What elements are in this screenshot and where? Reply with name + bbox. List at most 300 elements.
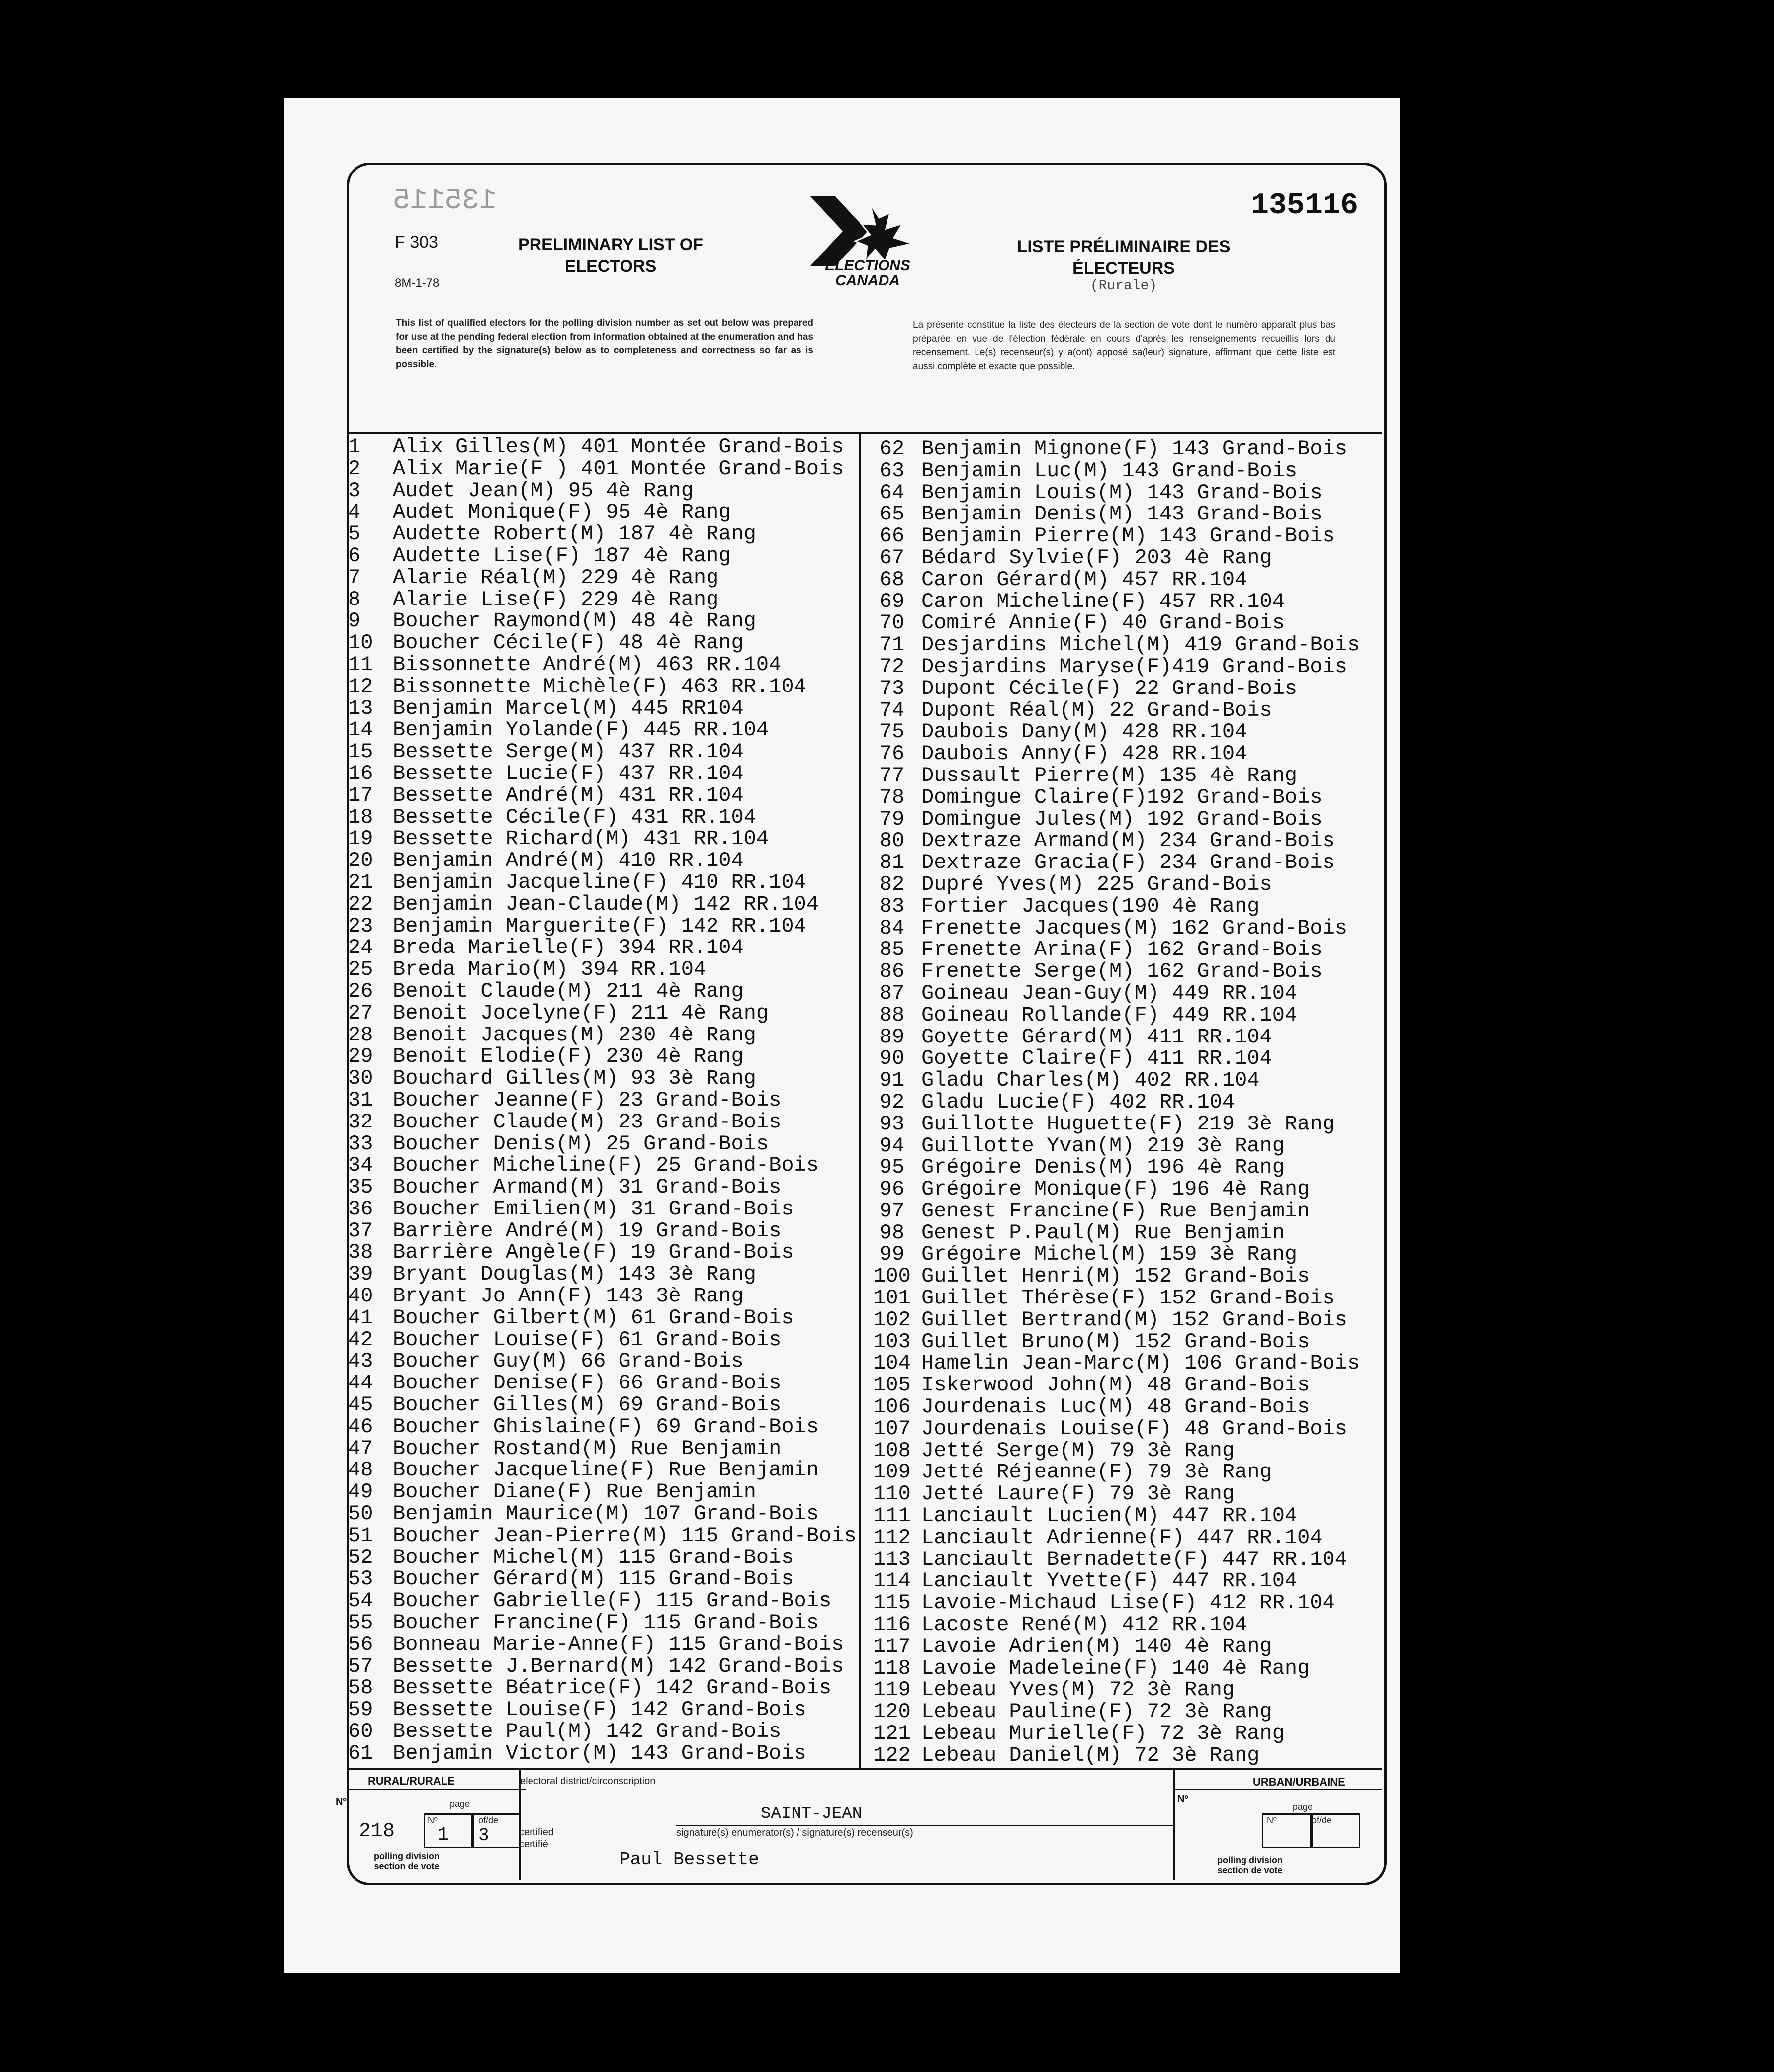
elector-row [863,1723,1360,1745]
elector-entry: Iskerwood John(M) 48 Grand-Bois [921,1373,1310,1397]
elector-number: 32 [348,1110,373,1134]
elector-row [348,1351,857,1373]
elector-row [348,1503,857,1525]
elector-row [348,1090,857,1112]
elector-number: 74 [879,698,905,722]
elector-row [348,785,857,807]
certified-label [519,1826,554,1850]
elector-row [348,828,857,850]
elector-entry: Dupont Réal(M) 22 Grand-Bois [921,698,1272,722]
elector-entry: Benjamin Maurice(M) 107 Grand-Bois [393,1502,819,1526]
urban-label: URBAN/URBAINE [1253,1776,1345,1788]
elector-number: 100 [873,1264,911,1289]
elector-entry: Guillet Henri(M) 152 Grand-Bois [921,1264,1310,1289]
elector-row [863,1396,1360,1418]
elector-entry: Frenette Arina(F) 162 Grand-Bois [921,938,1323,962]
elector-number: 25 [348,957,373,982]
elector-row [863,939,1360,961]
elector-row [863,547,1360,569]
elector-row [863,1222,1360,1244]
elector-entry: Bonneau Marie-Anne(F) 115 Grand-Bois [393,1632,844,1656]
elector-number: 43 [348,1349,373,1374]
elector-number: 118 [873,1656,911,1680]
elector-number: 61 [348,1741,373,1765]
urban-page-of-label: of/de [1312,1815,1332,1825]
elector-number: 106 [873,1395,911,1419]
elector-row [863,569,1360,591]
elector-entry: Lavoie Madeleine(F) 140 4è Rang [921,1656,1310,1680]
elector-row [348,741,857,763]
elector-number: 62 [879,437,905,461]
elector-entry: Domingue Claire(F)192 Grand-Bois [921,785,1323,809]
title-english-line1: PRELIMINARY LIST OF [518,235,704,254]
elector-number: 31 [348,1088,373,1112]
electoral-district-label: electoral district/circonscription [520,1776,656,1787]
elector-row [348,545,857,567]
elector-entry: Boucher Gilles(M) 69 Grand-Bois [393,1393,782,1417]
elector-entry: Lanciault Bernadette(F) 447 RR.104 [921,1547,1347,1571]
elector-entry: Barrière Angèle(F) 19 Grand-Bois [393,1240,794,1265]
elector-number: 44 [348,1371,373,1395]
elector-row [863,961,1360,983]
elector-entry: Benoit Jacques(M) 230 4è Rang [393,1023,756,1047]
elector-number: 109 [873,1460,911,1484]
elector-entry: Jourdenais Louise(F) 48 Grand-Bois [921,1416,1347,1441]
elector-number: 52 [348,1545,373,1569]
elector-row [348,807,857,829]
elector-number: 114 [873,1569,911,1593]
elector-entry: Daubois Anny(F) 428 RR.104 [921,742,1247,766]
elector-number: 21 [348,870,373,894]
elector-entry: Dupré Yves(M) 225 Grand-Bois [921,872,1272,896]
elector-row [863,1244,1360,1266]
elector-entry: Grégoire Denis(M) 196 4è Rang [921,1155,1285,1180]
elector-number: 36 [348,1197,373,1221]
rural-polling-division-en: polling division [374,1851,440,1861]
elector-number: 120 [873,1700,911,1724]
title-english [501,234,720,277]
elector-row [863,1636,1360,1658]
elector-number: 28 [348,1023,373,1047]
elector-number: 76 [879,742,905,766]
rural-polling-division-fr: section de vote [374,1861,440,1871]
form-number: 135116 [1251,189,1359,223]
polling-division-number: 218 [359,1820,395,1843]
elector-row [863,787,1360,809]
elector-number: 12 [348,674,373,698]
elector-number: 79 [879,807,905,831]
elector-entry: Jourdenais Luc(M) 48 Grand-Bois [921,1395,1310,1419]
elector-row [348,1199,857,1220]
elector-number: 34 [348,1153,373,1178]
rural-label: RURAL/RURALE [368,1775,455,1787]
elector-number: 37 [348,1218,373,1243]
elector-row [348,937,857,959]
elector-row [348,1112,857,1133]
table-bottom-rule [347,1768,1382,1770]
elector-row [348,1264,857,1286]
elector-entry: Benoit Jocelyne(F) 211 4è Rang [393,1001,769,1025]
elector-number: 66 [879,524,905,548]
elector-number: 93 [879,1112,905,1136]
elector-row [348,1046,857,1068]
elector-entry: Lebeau Murielle(F) 72 3è Rang [921,1722,1285,1746]
elector-number: 17 [348,783,373,807]
form-code: F 303 [395,233,438,252]
elector-entry: Boucher Claude(M) 23 Grand-Bois [393,1110,782,1134]
elector-number: 14 [348,718,373,742]
elector-number: 69 [879,589,905,613]
intro-french: La présente constitue la liste des électeurs de la section de vote dont le numéro apparaît plus bas préparée en vue de l'élection fédérale en cours d'après les renseignements recueillis lors du recensement. Le(s) recenseur(s) y a(ont) apposé sa(leur) signature, affirmant que cette liste est aussi complète et exacte que possible. [913,320,1335,372]
elector-entry: Boucher Francine(F) 115 Grand-Bois [393,1611,819,1635]
elector-number: 97 [879,1199,905,1223]
elector-number: 60 [348,1720,373,1744]
elector-entry: Boucher Michel(M) 115 Grand-Bois [393,1545,794,1569]
elector-number: 26 [348,979,373,1003]
elector-number: 83 [879,894,905,918]
elector-entry: Boucher Jacqueline(F) Rue Benjamin [393,1458,819,1482]
elector-number: 92 [879,1090,905,1114]
elector-number: 18 [348,805,373,829]
elector-entry: Lavoie-Michaud Lise(F) 412 RR.104 [921,1591,1335,1615]
elector-entry: Boucher Gérard(M) 115 Grand-Bois [393,1567,794,1591]
elector-row [348,1394,857,1416]
elector-number: 112 [873,1525,911,1550]
elector-row [348,480,857,502]
elector-row [348,1329,857,1351]
enumerator-signature: Paul Bessette [620,1849,759,1870]
elector-number: 51 [348,1523,373,1548]
urban-rule [1173,1789,1382,1790]
elector-entry: Lebeau Daniel(M) 72 3è Rang [921,1743,1260,1767]
elector-row [348,1612,857,1634]
elector-number: 84 [879,916,905,940]
elector-row [863,721,1360,743]
rural-rule [347,1789,526,1790]
elector-number: 113 [873,1547,911,1571]
elector-number: 82 [879,872,905,896]
elector-entry: Benjamin Luc(M) 143 Grand-Bois [921,458,1298,483]
elector-row [348,1242,857,1264]
elector-entry: Goineau Jean-Guy(M) 449 RR.104 [921,981,1298,1005]
elector-row [863,1027,1360,1048]
elector-row [863,1092,1360,1114]
elector-row [863,656,1360,678]
elector-row [348,1460,857,1481]
elector-row [863,634,1360,656]
elector-row [348,610,857,632]
elector-row [863,1701,1360,1723]
elector-entry: Benjamin Denis(M) 143 Grand-Bois [921,502,1323,526]
elector-entry: Caron Micheline(F) 457 RR.104 [921,589,1285,613]
elector-row [348,763,857,785]
elector-number: 116 [873,1613,911,1637]
elector-row [348,1133,857,1155]
elector-entry: Fortier Jacques(190 4è Rang [921,894,1260,918]
elector-entry: Desjardins Maryse(F)419 Grand-Bois [921,654,1347,679]
elector-entry: Audet Jean(M) 95 4è Rang [393,478,694,503]
elector-row [348,1547,857,1569]
elector-row [863,1353,1360,1375]
form-date: 8M-1-78 [395,276,440,290]
elector-entry: Goyette Claire(F) 411 RR.104 [921,1046,1272,1071]
elector-number: 8 [348,587,361,611]
elector-entry: Genest Francine(F) Rue Benjamin [921,1199,1310,1223]
elector-row [863,1048,1360,1070]
elector-row [863,1201,1360,1222]
elector-row [863,1440,1360,1462]
elector-row [863,1114,1360,1135]
urban-polling-division-en: polling division [1217,1855,1283,1865]
elector-number: 50 [348,1502,373,1526]
elector-entry: Bessette Serge(M) 437 RR.104 [393,740,744,764]
elector-row [863,1462,1360,1483]
elector-row [863,1288,1360,1309]
elector-number: 72 [879,654,905,679]
intro-english: This list of qualified electors for the polling division number as set out below was prepared for use at the pending federal election from information obtained at the enumeration and has been certified by the signature(s) below as to completeness and correctness so far as is possible. [396,318,813,370]
elector-number: 98 [879,1220,905,1245]
elector-number: 22 [348,892,373,916]
elector-row [863,1070,1360,1092]
elector-number: 35 [348,1175,373,1200]
elector-row [348,1068,857,1090]
elector-entry: Boucher Jean-Pierre(M) 115 Grand-Bois [393,1523,857,1548]
elector-row [863,438,1360,460]
elector-list-left [348,436,857,1765]
elector-number: 75 [879,720,905,744]
elector-number: 81 [879,851,905,875]
elector-row [348,1373,857,1394]
page-of-total: 3 [478,1825,489,1846]
elector-entry: Lacoste René(M) 412 RR.104 [921,1613,1247,1637]
elector-entry: Boucher Emilien(M) 31 Grand-Bois [393,1197,794,1221]
elector-row [863,1745,1360,1767]
elector-row [348,589,857,611]
elector-number: 91 [879,1068,905,1093]
elector-number: 80 [879,829,905,853]
elector-entry: Benjamin Marcel(M) 445 RR104 [393,696,744,720]
elector-row [863,525,1360,547]
title-french-rural: (Rurale) [1090,278,1157,294]
elector-number: 77 [879,763,905,787]
elector-entry: Lebeau Yves(M) 72 3è Rang [921,1678,1235,1702]
elector-number: 42 [348,1327,373,1352]
elector-row [348,916,857,938]
elector-entry: Barrière André(M) 19 Grand-Bois [393,1218,782,1243]
elector-row [348,1220,857,1242]
footer-divider-right [1173,1768,1175,1880]
rural-polling-division-label [374,1851,440,1871]
elector-row [348,1155,857,1177]
elector-number: 57 [348,1654,373,1678]
elector-row [348,1416,857,1438]
elector-number: 1 [348,435,361,459]
elector-row [348,959,857,981]
elector-entry: Daubois Dany(M) 428 RR.104 [921,720,1247,744]
elector-entry: Goineau Rollande(F) 449 RR.104 [921,1003,1298,1027]
elector-row [863,1527,1360,1549]
elector-row [863,1309,1360,1331]
elector-row [348,523,857,545]
elector-number: 104 [873,1351,911,1376]
elector-row [348,676,857,698]
elector-row [348,719,857,741]
elector-number: 63 [879,458,905,483]
elector-number: 16 [348,761,373,785]
elector-row [348,981,857,1003]
elector-number: 13 [348,696,373,720]
elector-entry: Guillotte Huguette(F) 219 3è Rang [921,1112,1335,1136]
elector-number: 99 [879,1242,905,1267]
elector-entry: Boucher Diane(F) Rue Benjamin [393,1480,756,1504]
elector-entry: Alix Marie(F ) 401 Montée Grand-Bois [393,456,844,481]
elector-number: 55 [348,1611,373,1635]
elector-entry: Grégoire Monique(F) 196 4è Rang [921,1177,1310,1202]
elector-entry: Benjamin Yolande(F) 445 RR.104 [393,718,769,742]
elector-row [863,830,1360,852]
elector-number: 96 [879,1177,905,1202]
elector-entry: Frenette Jacques(M) 162 Grand-Bois [921,916,1347,940]
elector-row [348,1634,857,1656]
elector-row [348,1699,857,1721]
elector-row [863,612,1360,634]
elector-number: 53 [348,1567,373,1591]
urban-polling-division-fr: section de vote [1217,1865,1283,1875]
elector-number: 67 [879,545,905,570]
elector-number: 115 [873,1591,911,1615]
elector-entry: Bessette Cécile(F) 431 RR.104 [393,805,756,829]
table-top-rule [347,432,1382,434]
logo-text [800,259,935,288]
elector-row [863,1679,1360,1701]
elector-entry: Benjamin Mignone(F) 143 Grand-Bois [921,437,1347,461]
elector-row [863,983,1360,1005]
elector-number: 47 [348,1436,373,1461]
elector-number: 105 [873,1373,911,1397]
elector-number: 7 [348,565,361,590]
elector-row [863,1005,1360,1027]
elector-entry: Jetté Serge(M) 79 3è Rang [921,1438,1235,1463]
elector-row [863,918,1360,940]
page-of-label: of/de [478,1815,499,1825]
elector-entry: Bryant Jo Ann(F) 143 3è Rang [393,1284,744,1308]
title-french-line2: ÉLECTEURS [1072,259,1175,278]
rural-page-label: page [450,1799,470,1809]
elector-entry: Audette Robert(M) 187 4è Rang [393,522,756,546]
elector-row [348,1481,857,1503]
elector-row [863,1483,1360,1505]
elector-entry: Bryant Douglas(M) 143 3è Rang [393,1262,756,1287]
elector-entry: Lanciault Yvette(F) 447 RR.104 [921,1569,1298,1593]
elector-entry: Guillet Thérèse(F) 152 Grand-Bois [921,1286,1335,1310]
elector-row [863,765,1360,787]
page-no-label: Nº [428,1815,438,1825]
elector-number: 122 [873,1743,911,1767]
elector-entry: Gladu Charles(M) 402 RR.104 [921,1068,1260,1093]
elector-entry: Benjamin Louis(M) 143 Grand-Bois [921,480,1323,505]
elector-entry: Boucher Guy(M) 66 Grand-Bois [393,1349,744,1374]
elector-entry: Bouchard Gilles(M) 93 3è Rang [393,1066,756,1091]
elector-number: 40 [348,1284,373,1308]
elector-number: 59 [348,1698,373,1722]
elector-row [348,1307,857,1329]
elector-number: 15 [348,740,373,764]
elector-row [863,743,1360,765]
elector-entry: Dussault Pierre(M) 135 4è Rang [921,763,1298,787]
elector-number: 90 [879,1046,905,1071]
elector-number: 41 [348,1305,373,1330]
elector-number: 95 [879,1155,905,1180]
elector-row [863,1418,1360,1440]
elector-row [348,850,857,872]
elector-row [348,502,857,523]
elector-entry: Boucher Gilbert(M) 61 Grand-Bois [393,1305,794,1330]
title-french [999,236,1248,293]
logo-text-line2: CANADA [835,272,900,289]
title-english-line2: ELECTORS [564,257,657,276]
elector-number: 27 [348,1001,373,1025]
elector-row [348,698,857,720]
elector-row [863,1135,1360,1157]
elector-number: 48 [348,1458,373,1482]
elector-entry: Grégoire Michel(M) 159 3è Rang [921,1242,1298,1267]
elector-entry: Domingue Jules(M) 192 Grand-Bois [921,807,1323,831]
elector-entry: Boucher Rostand(M) Rue Benjamin [393,1436,782,1461]
elector-row [863,591,1360,613]
certified-en: certified [519,1827,554,1838]
elector-entry: Dupont Cécile(F) 22 Grand-Bois [921,676,1298,700]
page-number: 1 [438,1824,449,1846]
elector-row [863,1179,1360,1201]
elector-entry: Boucher Gabrielle(F) 115 Grand-Bois [393,1589,832,1613]
elector-number: 78 [879,785,905,809]
elector-number: 10 [348,631,373,655]
elector-row [348,1590,857,1612]
elector-row [348,632,857,654]
elector-entry: Alarie Lise(F) 229 4è Rang [393,587,719,611]
elector-entry: Caron Gérard(M) 457 RR.104 [921,567,1247,592]
elector-entry: Lanciault Adrienne(F) 447 RR.104 [921,1525,1323,1550]
elector-row [348,1743,857,1765]
elector-entry: Desjardins Michel(M) 419 Grand-Bois [921,633,1360,657]
elector-number: 73 [879,676,905,700]
elector-row [348,872,857,894]
elector-number: 33 [348,1131,373,1156]
elector-number: 89 [879,1025,905,1049]
elector-entry: Bessette André(M) 431 RR.104 [393,783,744,807]
elector-number: 64 [879,480,905,505]
elector-number: 54 [348,1589,373,1613]
elector-number: 86 [879,959,905,984]
elector-row [348,1438,857,1460]
ghost-form-number: 135115 [393,185,497,217]
elector-row [348,1721,857,1743]
elector-number: 108 [873,1438,911,1463]
elector-entry: Boucher Armand(M) 31 Grand-Bois [393,1175,782,1200]
elector-entry: Lavoie Adrien(M) 140 4è Rang [921,1634,1272,1658]
elector-entry: Frenette Serge(M) 162 Grand-Bois [921,959,1323,984]
elector-row [863,1614,1360,1636]
elector-entry: Bissonnette Michèle(F) 463 RR.104 [393,674,806,698]
elector-row [348,1568,857,1590]
elector-number: 121 [873,1722,911,1746]
elector-row [348,1003,857,1025]
elector-number: 102 [873,1307,911,1332]
elector-entry: Bessette Louise(F) 142 Grand-Bois [393,1698,806,1722]
elector-number: 46 [348,1414,373,1439]
elector-entry: Boucher Louise(F) 61 Grand-Bois [393,1327,782,1352]
elector-row [863,1266,1360,1288]
